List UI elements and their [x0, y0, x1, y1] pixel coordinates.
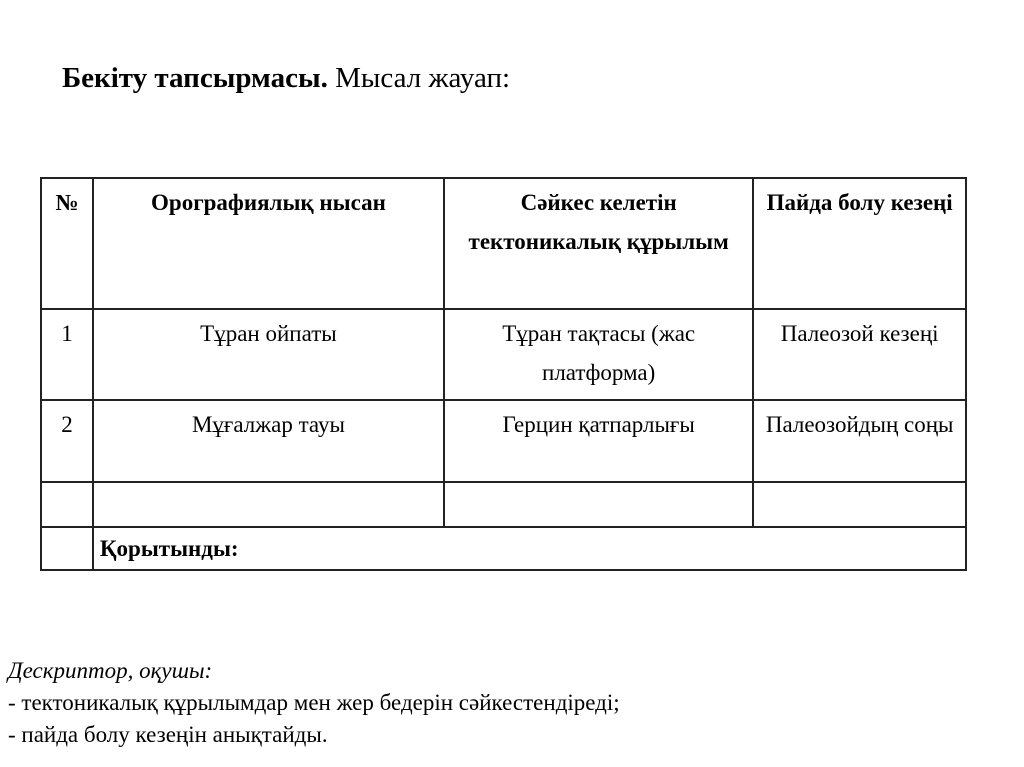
cell-empty: [41, 482, 93, 527]
title-rest: Мысал жауап:: [327, 62, 511, 94]
descriptor-heading: Дескриптор, оқушы:: [8, 658, 213, 683]
cell-empty: [444, 482, 753, 527]
table-row: [41, 400, 966, 482]
slide-title: [62, 62, 510, 95]
table-row: [41, 309, 966, 400]
descriptor-item: - тектоникалық құрылымдар мен жер бедерін сәйкестендіреді;: [8, 690, 620, 715]
cell-number: 1: [41, 309, 93, 400]
header-formation-period: Пайда болу кезеңі: [753, 178, 966, 309]
table-row-conclusion: [41, 527, 966, 570]
cell-period: Палеозой кезеңі: [753, 309, 966, 400]
conclusion-label: Қорытынды:: [93, 527, 966, 570]
cell-empty: [93, 482, 444, 527]
cell-empty: [753, 482, 966, 527]
header-number: №: [41, 178, 93, 309]
cell-object: Мұғалжар тауы: [93, 400, 444, 482]
header-tectonic-structure: Сәйкес келетін тектоникалық құрылым: [444, 178, 753, 309]
table-header-row: [41, 178, 966, 309]
header-orographic-object: Орографиялық нысан: [93, 178, 444, 309]
cell-structure: Тұран тақтасы (жас платформа): [444, 309, 753, 400]
descriptor-block: [8, 655, 620, 751]
cell-number: 2: [41, 400, 93, 482]
table-row-empty: [41, 482, 966, 527]
cell-structure: Герцин қатпарлығы: [444, 400, 753, 482]
cell-period: Палеозойдың соңы: [753, 400, 966, 482]
cell-empty: [41, 527, 93, 570]
cell-object: Тұран ойпаты: [93, 309, 444, 400]
descriptor-item: - пайда болу кезеңін анықтайды.: [8, 722, 328, 747]
title-bold: Бекіту тапсырмасы.: [62, 62, 328, 94]
answer-table: [40, 177, 967, 571]
